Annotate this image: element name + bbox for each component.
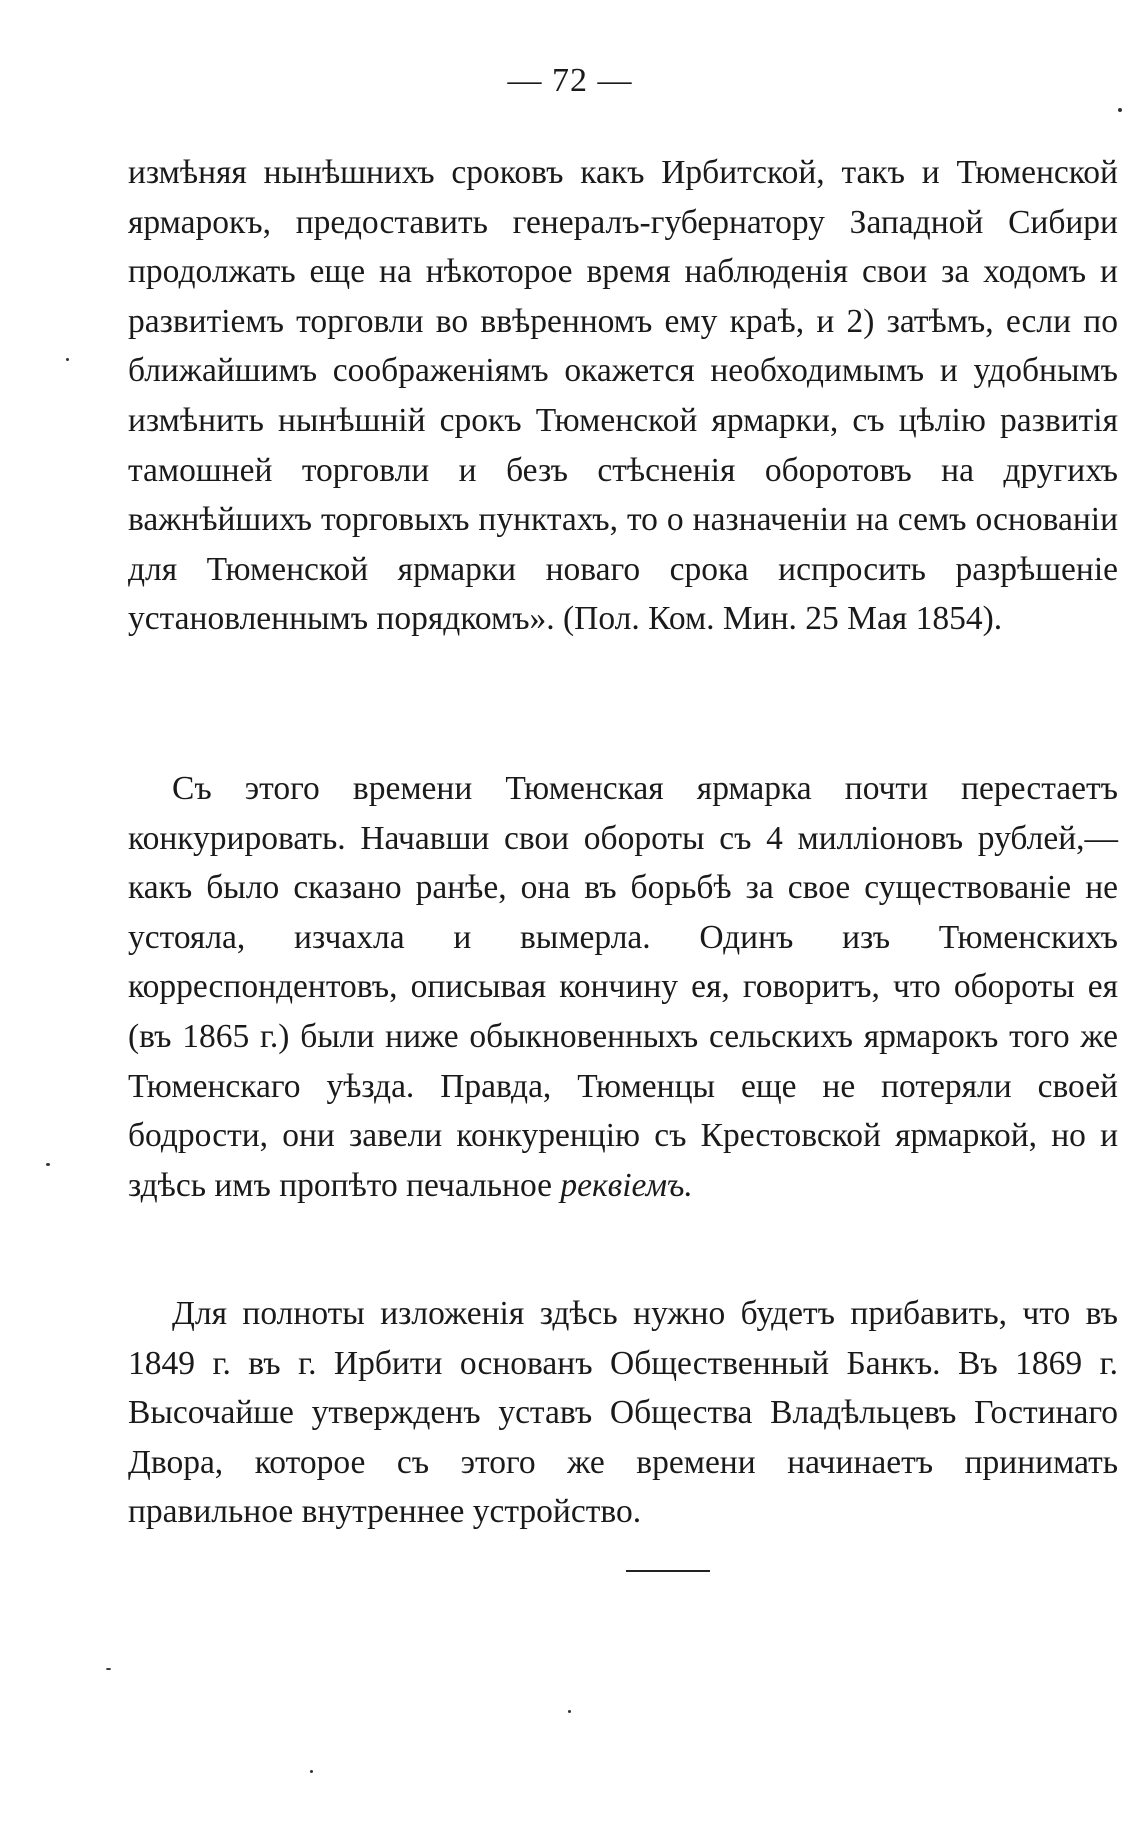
scan-speck [310,1770,313,1773]
scan-speck [106,1668,111,1670]
scan-speck [66,358,69,361]
paragraph-3: Для полноты изложенія здѣсь нужно будетъ прибавить, что въ 1849 г. въ г. Ирбити основанъ Общественный Банкъ. Въ 1869 г. Высочайше утвержденъ уставъ Общества Владѣльцевъ Гостинаго Двора, которое съ этого же времени начинаетъ принимать правильное внутреннее устройство. [128,1295,1118,1531]
end-rule-divider [626,1570,710,1572]
page-number: — 72 — [507,62,633,99]
scan-speck [1118,108,1122,112]
paragraph-2-text: Съ этого времени Тюменская ярмарка почти перестаетъ конкурировать. Начавши свои обороты съ 4 милліоновъ рублей,—какъ было сказано ранѣе, она въ борьбѣ за свое существованіе не устояла, изчахла и вымерла. Одинъ изъ Тюменскихъ корреспондентовъ, описывая кончину ея, говоритъ, что обороты ея (въ 1865 г.) были ниже обыкновенныхъ сельскихъ ярмарокъ того же Тюменскаго уѣзда. Правда, Тюменцы еще не потеряли своей бодрости, они завели конкуренцію съ Крестовской ярмаркой, но и здѣсь имъ пропѣто печальное [128,770,1118,1204]
paragraph-1: измѣняя нынѣшнихъ сроковъ какъ Ирбитской, такъ и Тюменской ярмарокъ, предоставить генералъ-губернатору Западной Сибири продолжать еще на нѣкоторое время наблюденія свои за ходомъ и развитіемъ торговли во ввѣренномъ ему краѣ, и 2) затѣмъ, если по ближайшимъ соображеніямъ окажется необходимымъ и удобнымъ измѣнить нынѣшній срокъ Тюменской ярмарки, съ цѣлію развитія тамошней торговли и безъ стѣсненія оборотовъ на другихъ важнѣйшихъ торговыхъ пунктахъ, то о назначеніи на семъ основаніи для Тюменской ярмарки новаго срока испросить разрѣшеніе установленнымъ порядкомъ». (Пол. Ком. Мин. 25 Мая 1854). [128,154,1118,638]
scan-speck [46,1163,50,1166]
paragraph-2 [128,764,1118,1210]
paragraph-2-emphasis: реквіемъ. [560,1166,693,1204]
scan-speck [568,1710,571,1713]
